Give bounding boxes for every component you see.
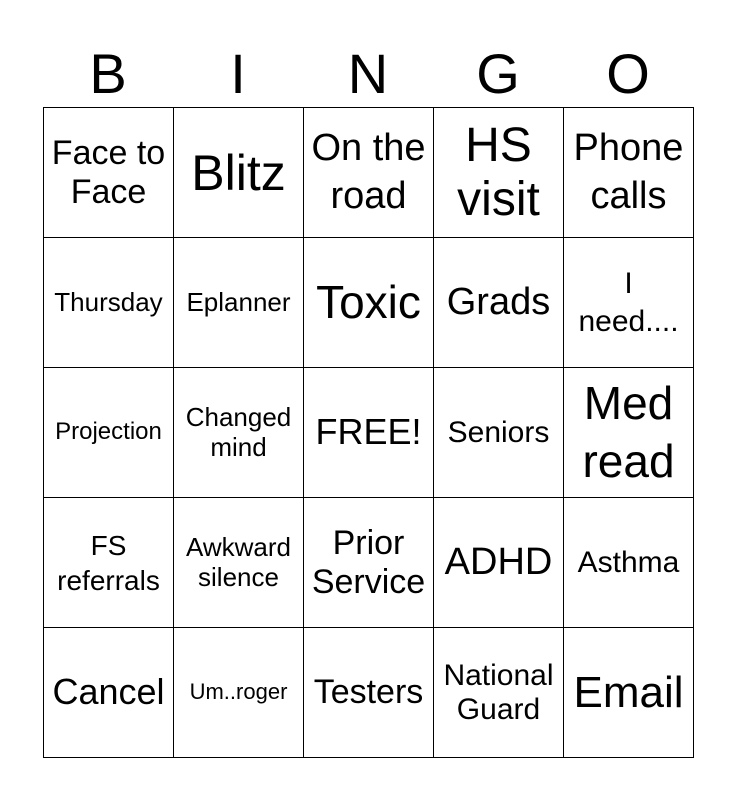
header-letter-b: B [89,42,127,105]
bingo-cell[interactable]: FS referrals [44,498,174,628]
bingo-cell[interactable]: Testers [304,628,434,758]
bingo-cell[interactable]: Um..roger [174,628,304,758]
bingo-cell[interactable]: Prior Service [304,498,434,628]
header-letter-o: O [606,42,650,105]
header-letter-g: G [476,42,520,105]
bingo-header [43,40,693,108]
bingo-cell[interactable]: Cancel [44,628,174,758]
bingo-cell[interactable]: Toxic [304,238,434,368]
header-letter-n: N [347,42,389,105]
bingo-cell[interactable]: Blitz [174,108,304,238]
bingo-cell[interactable]: Awkward silence [174,498,304,628]
header-letter-i: I [230,42,246,105]
bingo-cell[interactable]: Thursday [44,238,174,368]
bingo-cell[interactable]: On the road [304,108,434,238]
bingo-board [43,107,694,758]
bingo-cell[interactable]: Face to Face [44,108,174,238]
bingo-cell[interactable]: Grads [434,238,564,368]
bingo-cell free-space[interactable]: FREE! [304,368,434,498]
bingo-cell[interactable]: HS visit [434,108,564,238]
bingo-cell[interactable]: ADHD [434,498,564,628]
bingo-cell[interactable]: Med read [564,368,694,498]
bingo-cell[interactable]: Asthma [564,498,694,628]
bingo-cell[interactable]: Changed mind [174,368,304,498]
bingo-cell[interactable]: Email [564,628,694,758]
bingo-cell[interactable]: National Guard [434,628,564,758]
bingo-cell[interactable]: Eplanner [174,238,304,368]
bingo-cell[interactable]: I need.... [564,238,694,368]
bingo-cell[interactable]: Phone calls [564,108,694,238]
bingo-cell[interactable]: Seniors [434,368,564,498]
bingo-cell[interactable]: Projection [44,368,174,498]
